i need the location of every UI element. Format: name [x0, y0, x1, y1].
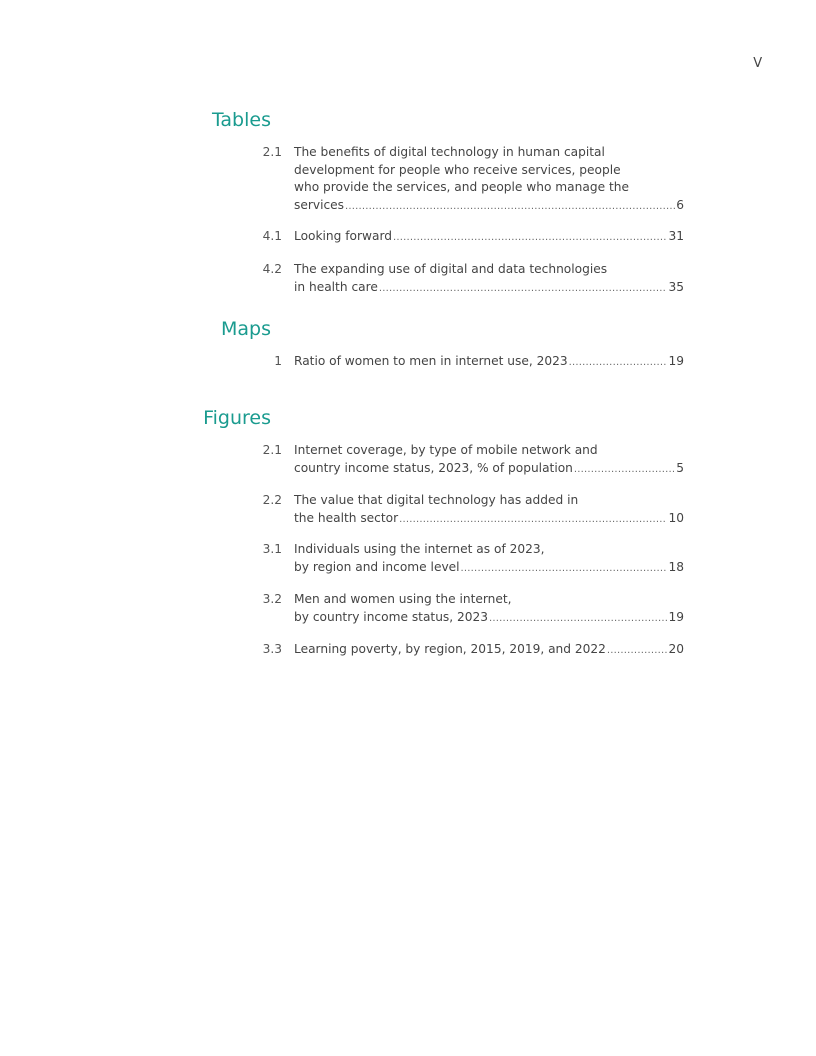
entry-number: 2.1 — [262, 443, 282, 457]
entry-page-number: 10 — [668, 510, 684, 525]
toc-entry[interactable] — [250, 228, 684, 247]
entry-text-line: The benefits of digital technology in human capital — [294, 145, 605, 159]
entry-text-line: The value that digital technology has added in — [294, 493, 579, 507]
entry-text-line: The expanding use of digital and data technologies — [294, 262, 608, 276]
entry-number: 1 — [274, 354, 282, 368]
dot-leader — [574, 461, 675, 479]
entry-number: 3.1 — [262, 542, 282, 556]
dot-leader — [569, 354, 668, 372]
entry-number: 4.1 — [262, 229, 282, 243]
entry-text-line: who provide the services, and people who manage the — [294, 180, 629, 194]
entry-text-line: by region and income level — [294, 559, 460, 574]
toc-entry[interactable] — [250, 442, 684, 478]
dot-leader — [399, 511, 667, 529]
toc-entry[interactable] — [250, 641, 684, 660]
entry-number: 2.2 — [262, 493, 282, 507]
entry-text-line: services — [294, 197, 345, 212]
toc-entry[interactable] — [250, 261, 684, 297]
dot-leader — [393, 229, 667, 247]
dot-leader — [607, 642, 668, 660]
entry-text-line: development for people who receive services, people — [294, 162, 621, 177]
entry-number: 4.2 — [262, 262, 282, 276]
section-title-figures: Figures — [203, 407, 271, 429]
entry-text-line: by country income status, 2023 — [294, 609, 489, 624]
entry-page-number: 35 — [668, 279, 684, 294]
section-title-tables: Tables — [211, 109, 271, 131]
entry-text-line: the health sector — [294, 510, 399, 525]
entry-page-number: 5 — [676, 460, 684, 475]
page-number: V — [753, 56, 763, 71]
section-title-maps: Maps — [221, 318, 271, 340]
entry-text-line: Learning poverty, by region, 2015, 2019, and 2022 — [294, 642, 606, 656]
entry-page-number: 31 — [668, 229, 684, 243]
entry-text-line: in health care — [294, 279, 378, 294]
entry-page-number: 20 — [668, 642, 684, 656]
dot-leader — [489, 610, 667, 628]
dot-leader — [379, 280, 668, 298]
dot-leader — [461, 560, 668, 578]
toc-entry[interactable] — [250, 591, 684, 627]
entry-text-line: Internet coverage, by type of mobile network and — [294, 443, 598, 457]
entry-page-number: 6 — [676, 197, 684, 212]
entry-text-line: Men and women using the internet, — [294, 592, 512, 606]
toc-entry[interactable] — [250, 541, 684, 577]
entry-number: 3.2 — [262, 592, 282, 606]
entry-number: 2.1 — [262, 145, 282, 159]
entry-text-line: Ratio of women to men in internet use, 2023 — [294, 354, 568, 368]
entry-text-line: Individuals using the internet as of 2023, — [294, 542, 545, 556]
entry-page-number: 19 — [668, 609, 684, 624]
entry-page-number: 19 — [668, 354, 684, 368]
entry-text-line: Looking forward — [294, 229, 392, 243]
entry-page-number: 18 — [668, 559, 684, 574]
dot-leader — [345, 198, 675, 216]
entry-number: 3.3 — [262, 642, 282, 656]
entry-text-line: country income status, 2023, % of population — [294, 460, 573, 475]
toc-entry[interactable] — [250, 353, 684, 372]
toc-entry[interactable] — [250, 144, 684, 215]
toc-entry[interactable] — [250, 492, 684, 528]
